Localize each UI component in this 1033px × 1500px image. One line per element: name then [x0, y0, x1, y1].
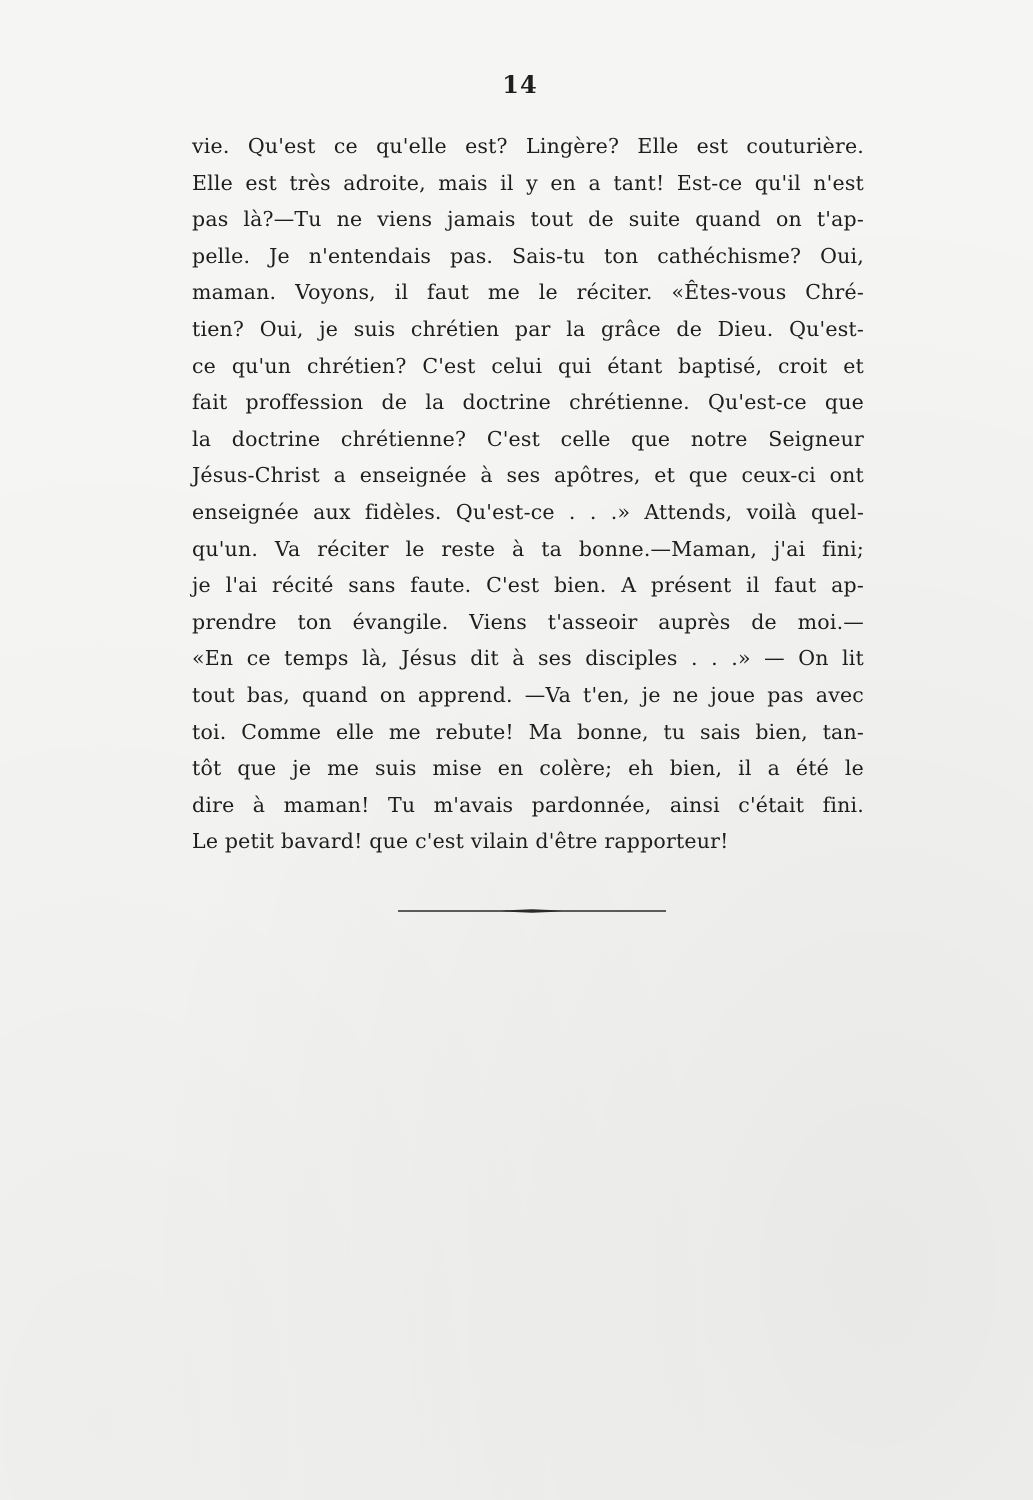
text-line: dire à maman! Tu m'avais pardonnée, ainsi c'était fini. — [192, 792, 864, 817]
body-text — [192, 128, 864, 860]
text-line: toi. Comme elle me rebute! Ma bonne, tu sais bien, tan- — [192, 719, 864, 744]
text-line: tien? Oui, je suis chrétien par la grâce de Dieu. Qu'est- — [192, 316, 864, 341]
text-line: vie. Qu'est ce qu'elle est? Lingère? Elle est couturière. — [192, 134, 864, 158]
text-line: je l'ai récité sans faute. C'est bien. A présent il faut ap- — [192, 573, 864, 598]
text-line: ce qu'un chrétien? C'est celui qui étant baptisé, croit et — [192, 353, 864, 378]
text-line: tout bas, quand on apprend. —Va t'en, je ne joue pas avec — [192, 682, 864, 707]
text-line: fait proffession de la doctrine chrétienne. Qu'est-ce que — [192, 390, 864, 415]
text-line: «En ce temps là, Jésus dit à ses disciples . . .» — On lit — [192, 646, 864, 671]
text-line: pelle. Je n'entendais pas. Sais-tu ton cathéchisme? Oui, — [192, 243, 864, 268]
text-line: Le petit bavard! que c'est vilain d'être rapporteur! — [192, 829, 729, 854]
text-line: Elle est très adroite, mais il y en a tant! Est-ce qu'il n'est — [192, 170, 864, 195]
text-line: maman. Voyons, il faut me le réciter. «Êtes-vous Chré- — [192, 280, 864, 305]
text-line: tôt que je me suis mise en colère; eh bien, il a été le — [192, 756, 864, 781]
text-line: prendre ton évangile. Viens t'asseoir auprès de moi.— — [192, 609, 864, 634]
text-line: la doctrine chrétienne? C'est celle que notre Seigneur — [192, 426, 864, 451]
ornamental-rule — [398, 908, 666, 914]
text-line: qu'un. Va réciter le reste à ta bonne.—Maman, j'ai fini; — [192, 536, 864, 561]
text-line: pas là?—Tu ne viens jamais tout de suite quand on t'ap- — [192, 207, 864, 232]
text-line: Jésus-Christ a enseignée à ses apôtres, et que ceux-ci ont — [192, 463, 864, 488]
text-line: enseignée aux fidèles. Qu'est-ce . . .» Attends, voilà quel- — [192, 499, 864, 524]
page-number: 14 — [502, 70, 538, 99]
